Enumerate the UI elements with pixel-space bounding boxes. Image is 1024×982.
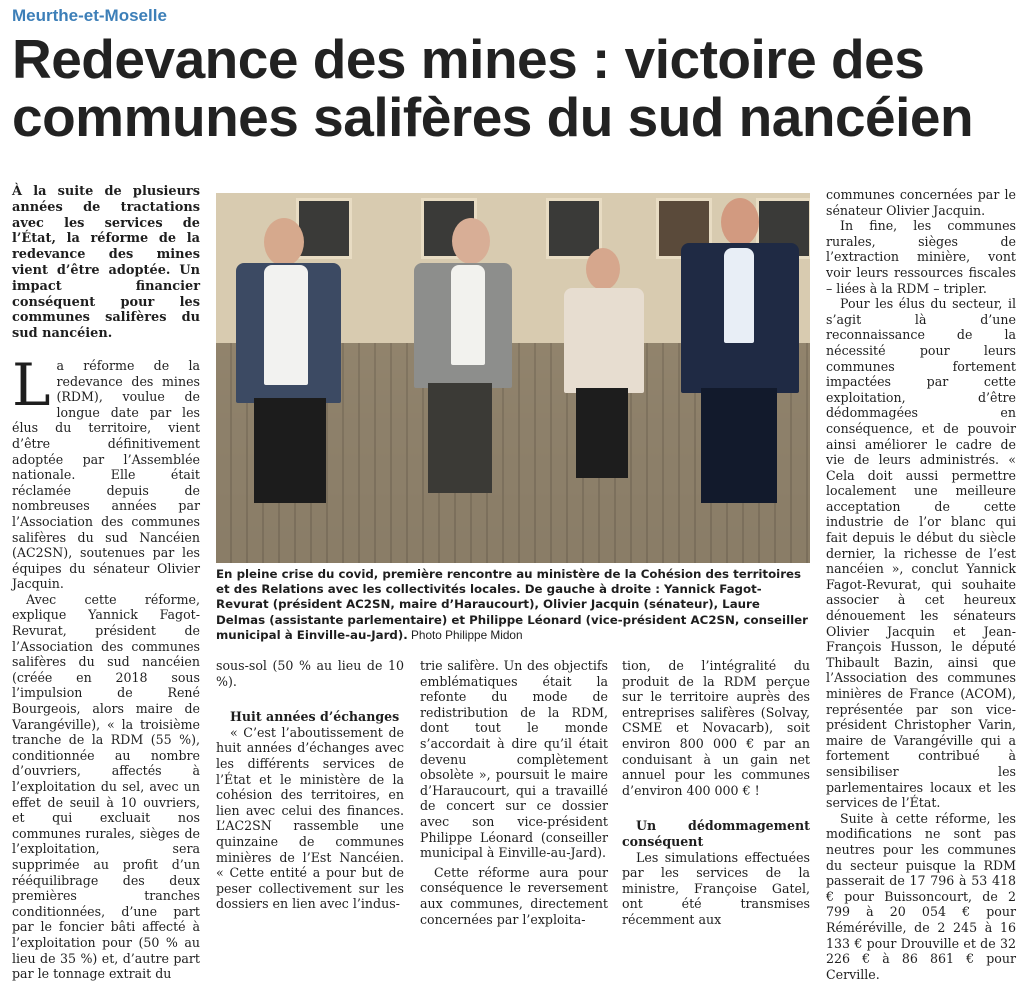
photo-credit: Photo Philippe Midon xyxy=(407,627,523,642)
subheading: Huit années d’échanges xyxy=(230,709,400,725)
column-2 xyxy=(216,658,404,912)
paragraph: communes concernées par le sénateur Olivier Jacquin. xyxy=(826,187,1016,218)
column-5 xyxy=(826,187,1016,982)
paragraph: Les simulations effectuées par les services de la ministre, Françoise Gatel, ont été transmises récemment aux xyxy=(622,849,810,927)
paragraph: Cette réforme aura pour conséquence le reversement aux communes, directement concernées par l’exploita- xyxy=(420,864,608,927)
paragraph: trie salifère. Un des objectifs emblématiques était la refonte du mode de redistribution de la RDM, dont tout le monde s’accordait à dire qu’il était devenu complètement obsolète », poursuit le maire d’Haraucourt, qui a travaillé de concert sur ce dossier avec son vice-président Philippe Léonard (conseiller municipal à Einville-au-Jard). xyxy=(420,658,608,861)
column-4 xyxy=(622,658,810,928)
paragraph: « C’est l’aboutissement de huit années d’échanges avec les différents services de l’État et le ministère de la cohésion des territoires, en lien avec celui des finances. L’AC2SN rassemble une quinzaine de communes minières de l’Est Nancéien. « Cette entité a pour but de peser collectivement sur les dossiers en lien avec l’indus- xyxy=(216,724,404,912)
paragraph: In fine, les communes rurales, sièges de l’extraction minière, vont voir leurs ressources fiscales – liées à la RDM – tripler. xyxy=(826,218,1016,296)
photo xyxy=(216,193,810,563)
headline: Redevance des mines : victoire des communes salifères du sud nancéien xyxy=(12,28,974,148)
photo-caption: En pleine crise du covid, première rencontre au ministère de la Cohésion des territoires et des Relations avec les collectivités locales. De gauche à droite : Yannick Fagot-Revurat (président AC2SN, maire d’Haraucourt), Olivier Jacquin (sénateur), Laure Delmas (assistante parlementaire) et Philippe Léonard (vice-président AC2SN, conseiller municipal à Einville-au-Jard). Photo Philippe Midon xyxy=(216,567,808,642)
paragraph: tion, de l’intégralité du produit de la RDM perçue sur le territoire auprès des entreprises salifères (Solvay, CSME et Novacarb), soit environ 800 000 € par an conduisant à un gain net annuel pour les communes d’environ 400 000 € ! xyxy=(622,658,810,798)
section-rubric: Meurthe-et-Moselle xyxy=(12,6,167,25)
paragraph: Pour les élus du secteur, il s’agit là d’une reconnaissance de la nécessité pour leurs communes fortement impactées par cette exploitation, d’être dédommagées en conséquence, et de pouvoir ainsi améliorer le cadre de vie de leurs administrés. « Cela doit aussi permettre localement une meilleure acceptation de cette industrie de l’or blanc qui fait depuis le début du siècle dernier, la richesse de l’est nancéien », conclut Yannick Fagot-Revurat, qui souhaite associer à cet heureux dénouement les sénateurs Olivier Jacquin et Jean-François Husson, le député Thibault Bazin, ainsi que l’Association des communes minières de France (ACOM), représentée par son vice-président Christopher Varin, maire de Varangéville qui a fortement contribué à sensibiliser les parlementaires locaux et les services de l’État. xyxy=(826,296,1016,811)
column-3 xyxy=(420,658,608,927)
drop-cap: L xyxy=(12,350,51,419)
paragraph: La réforme de la redevance des mines (RDM), voulue de longue date par les élus du territoire, vient d’être définitivement adoptée par l’Assemblée nationale. Elle était réclamée depuis de nombreuses années par l’Association des communes salifères du sud Nancéien (AC2SN), soutenues par les équipes du sénateur Olivier Jacquin. xyxy=(12,350,200,592)
paragraph: sous-sol (50 % au lieu de 10 %). xyxy=(216,658,404,689)
paragraph: Avec cette réforme, explique Yannick Fagot-Revurat, président de l’Association des communes salifères du sud nancéien (créée en 2018 sous l’impulsion de René Bourgeois, alors maire de Varangéville), « la troisième tranche de la RDM (55 %), conditionnée au nombre d’ouvriers, affectés à l’exploitation du sel, avec un effet de seuil à 10 ouvriers, et qui excluait nos communes rurales, sièges de l’exploitation, sera supprimée au profit d’un rééquilibrage des deux premières tranches conditionnées, d’une part par le foncier bâti affecté à l’exploitation pour (50 % au lieu de 35 %) et, d’autre part par le tonnage extrait du xyxy=(12,591,200,982)
paragraph: Suite à cette réforme, les modifications ne sont pas neutres pour les communes du secteur puisque la RDM passerait de 17 796 à 53 418 € pour Buissoncourt, de 2 799 à 20 054 € pour Réméréville, de 2 245 à 16 133 € pour Drouville et de 32 226 € à 86 861 € pour Cerville. xyxy=(826,810,1016,982)
lede: À la suite de plusieurs années de tractations avec les services de l’État, la réforme de la redevance des mines vient d’être adoptée. Un impact financier conséquent pour les communes salifères du sud nancéien. xyxy=(12,184,200,342)
subheading: Un dédommagement conséquent xyxy=(622,818,810,849)
column-1 xyxy=(12,184,200,982)
